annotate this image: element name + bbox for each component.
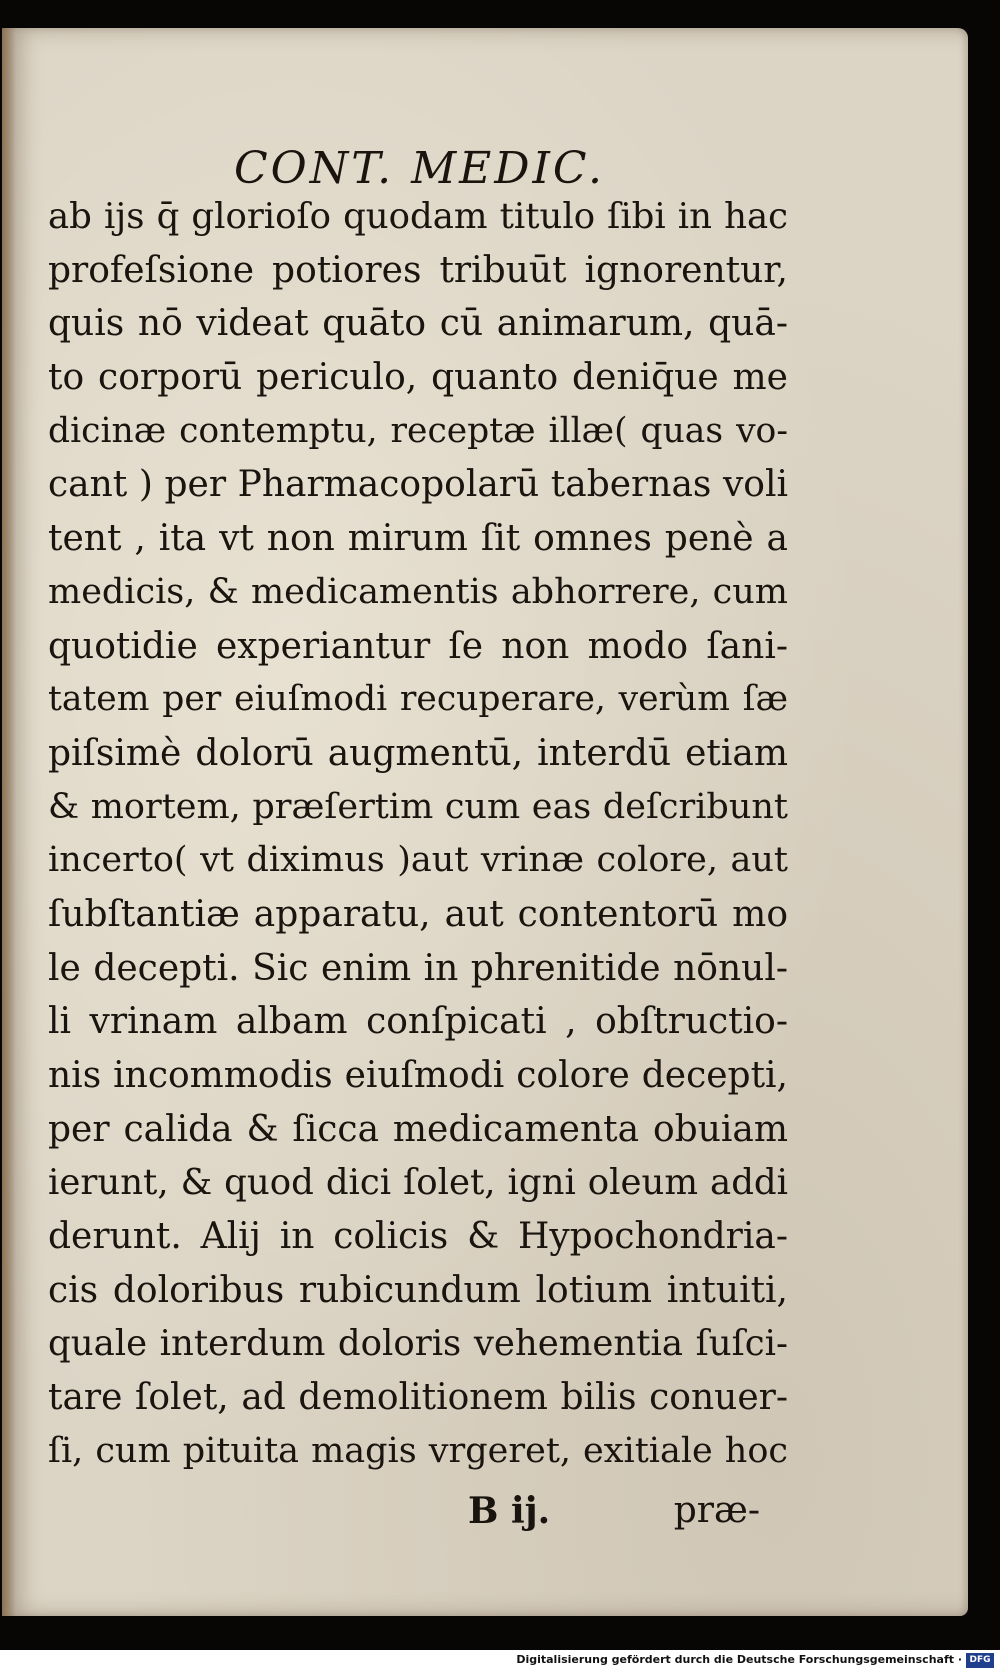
text-line: tatem per eiuſmodi recuperare, verùm ſæ [48,679,788,720]
text-line: profeſsione potiores tribuūt ignorentur, [48,249,788,291]
text-line: & mortem, præſertim cum eas deſcribunt [48,786,788,827]
credit-bar [0,1650,1000,1674]
text-line: le decepti. Sic enim in phrenitide nōnul- [48,947,788,989]
dfg-logo: DFG [966,1653,994,1668]
text-line: quale interdum doloris vehementia ſuſci- [48,1323,788,1365]
text-line: cant ) per Pharmacopolarū tabernas voli [48,464,788,506]
text-line: derunt. Alij in colicis & Hypochondria- [48,1216,788,1258]
text-line: tare ſolet, ad demolitionem bilis conuer- [48,1377,788,1419]
text-line: cis doloribus rubicundum lotium intuiti, [48,1269,788,1311]
text-line: quis nō videat quāto cū animarum, quā- [48,303,788,345]
text-line: ierunt, & quod dici ſolet, igni oleum addi [48,1162,788,1204]
text-line: to corporū periculo, quanto deniq̄ue me [48,357,788,399]
digitization-credit: Digitalisierung gefördert durch die Deutsche Forschungsgemeinschaft · [516,1653,962,1666]
text-line: per calida & ſicca medicamenta obuiam [48,1108,788,1150]
text-line: dicinæ contemptu, receptæ illæ( quas vo- [48,410,788,451]
page-footer [468,1490,760,1544]
text-line: tent , ita vt non mirum ſit omnes penè a [48,518,788,560]
book-page [2,28,968,1616]
text-line: quotidie experiantur ſe non modo ſani- [48,625,788,667]
catchword: præ- [673,1490,760,1531]
text-line: ſi, cum pituita magis vrgeret, exitiale hoc [48,1430,788,1471]
text-line: ab ijs q̄ glorioſo quodam titulo ſibi in hac [48,196,788,237]
running-head: CONT. MEDIC. [234,143,606,194]
text-line: li vrinam albam conſpicati , obſtructio- [48,1001,788,1043]
text-line: incerto( vt diximus )aut vrinæ colore, aut [48,840,788,881]
text-line: medicis, & medicamentis abhorrere, cum [48,571,788,612]
page-gutter-shadow [2,28,16,1616]
text-line: ſubſtantiæ apparatu, aut contentorū mo [48,893,788,935]
signature-mark: B ij. [468,1490,551,1532]
text-line: nis incommodis eiuſmodi colore decepti, [48,1055,788,1096]
text-block [48,190,788,1479]
text-line: piſsimè dolorū augmentū, interdū etiam [48,732,788,774]
